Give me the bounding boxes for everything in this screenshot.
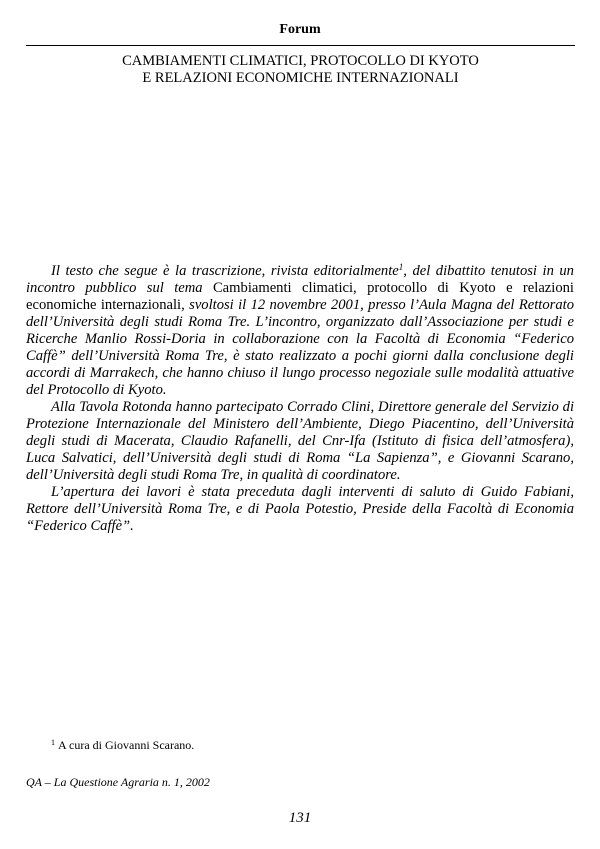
section-header: Forum <box>279 22 321 37</box>
footnote-number: 1 <box>51 738 55 747</box>
footnote-text: A cura di Giovanni Scarano. <box>58 738 195 752</box>
paragraph-1-middle: , del dibattito tenutosi in un incontro pubblico sul tema <box>26 263 574 296</box>
paragraph-1-topic: Cambiamenti climatici, protocollo di Kyoto e relazioni economiche internazionali <box>26 280 574 313</box>
paragraph-2: Alla Tavola Rotonda hanno partecipato Corrado Clini, Direttore generale del Servizio di Protezione Internazionale del Ministero dell’Ambiente, Diego Piacentino, dell’Università degli studi di Macerata, Claudio Rafanelli, del Cnr-Ifa (Istituto di fisica dell’atmosfera), Luca Salvatici, dell’Università degli studi di Roma “La Sapienza”, e Giovanni Scarano, dell’Università degli studi Roma Tre, in qualità di coordinatore. <box>26 399 574 483</box>
paragraph-1 <box>26 263 574 399</box>
paragraph-1-rest: , svoltosi il 12 novembre 2001, presso l’Aula Magna del Rettorato dell’Università degli studi Roma Tre. L’incontro, organizzato dall’Associazione per studi e Ricerche Manlio Rossi-Doria in collaborazione con la Facoltà di Economia “Federico Caffè” dell’Università Roma Tre, è stato realizzato a pochi giorni dalla conclusione degli accordi di Marrakech, che hanno chiuso il lungo processo negoziale sulle modalità attuative del Protocollo di Kyoto. <box>26 297 574 398</box>
article-body <box>26 263 574 535</box>
footnote-reference: 1 <box>398 262 404 272</box>
paragraph-1-intro: Il testo che segue è la trascrizione, rivista editorialmente <box>51 263 399 279</box>
header-divider <box>26 45 575 46</box>
journal-citation: QA – La Questione Agraria n. 1, 2002 <box>26 775 210 789</box>
page-number: 131 <box>288 810 312 826</box>
footnote <box>51 738 194 753</box>
article-title <box>26 53 575 87</box>
article-title-line-2: E RELAZIONI ECONOMICHE INTERNAZIONALI <box>142 70 459 86</box>
paragraph-3: L’apertura dei lavori è stata preceduta dagli interventi di saluto di Guido Fabiani, Rettore dell’Università Roma Tre, e di Paola Potestio, Preside della Facoltà di Economia “Federico Caffè”. <box>26 484 574 534</box>
article-title-line-1: CAMBIAMENTI CLIMATICI, PROTOCOLLO DI KYOTO <box>122 53 479 69</box>
